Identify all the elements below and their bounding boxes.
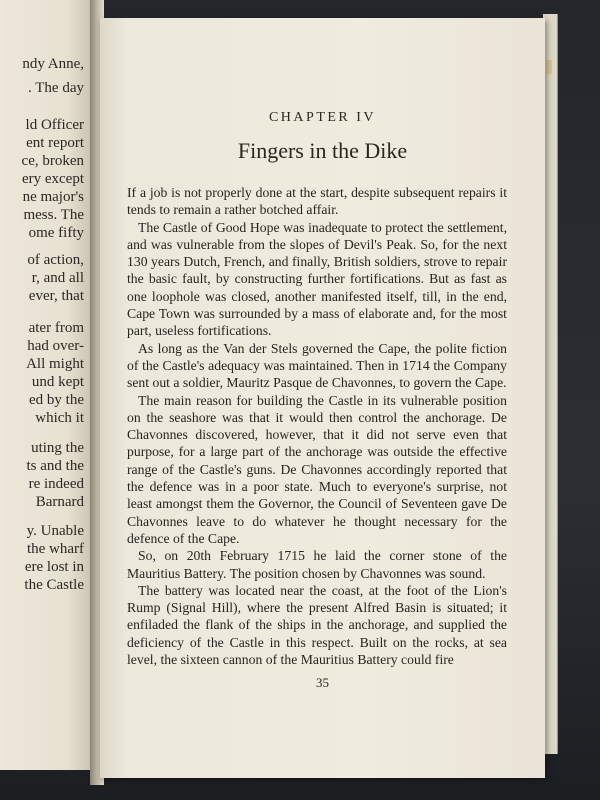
right-page bbox=[100, 18, 545, 778]
left-page-line: ne major's bbox=[22, 189, 84, 205]
left-page-line: ere lost in bbox=[24, 559, 84, 575]
paragraph: As long as the Van der Stels governed the Cape, the polite fiction of the Castle's adequacy was maintained. Then in 1714 the Company sent out a soldier, Mauritz Pasque de Chavonnes, to govern the Cape. bbox=[127, 340, 507, 391]
page-number: 35 bbox=[316, 675, 329, 690]
bookmark-tab bbox=[546, 60, 552, 74]
left-page-line: ld Officer bbox=[25, 117, 84, 133]
left-page-line: which it bbox=[35, 410, 84, 426]
paragraph: If a job is not properly done at the start, despite subsequent repairs it tends to remain a rather botched affair. bbox=[127, 185, 507, 218]
left-page-line: of action, bbox=[27, 252, 84, 268]
paragraph: The Castle of Good Hope was inadequate to protect the settlement, and was vulnerable from the slopes of Devil's Peak. So, for the next 130 years Dutch, French, and finally, British soldiers, strove to repair the basic fault, by constructing further fortifications. But as fast as one loophole was closed, another manifested itself, till, in the end, Cape Town was surrounded by a mass of elaborate and, for the most part, useless fortifications. bbox=[127, 219, 507, 339]
left-page-line: ome fifty bbox=[28, 225, 84, 241]
left-page-line: the wharf bbox=[26, 541, 84, 557]
left-page-line: ed by the bbox=[29, 392, 84, 408]
left-page bbox=[0, 0, 96, 770]
paragraph: The main reason for building the Castle in its vulnerable position on the seashore was that it would then control the anchorage. De Chavonnes discovered, however, that it did not serve even that purpose, for a large part of the anchorage was outside the effective range of the Castle's guns. De Chavonnes accordingly reported that the defence was in a poor state. Much to everyone's surprise, not least amongst them the Governor, the Council of Seventeen gave De Chavonnes leave to do whatever he thought necessary for the defence of the Cape. bbox=[127, 392, 507, 546]
left-page-line: uting the bbox=[31, 440, 84, 456]
left-page-line: mess. The bbox=[23, 207, 84, 223]
left-page-line: . The day bbox=[28, 80, 84, 96]
paragraph: So, on 20th February 1715 he laid the corner stone of the Mauritius Battery. The position chosen by Chavonnes was sound. bbox=[127, 548, 507, 581]
left-page-line: ce, broken bbox=[21, 153, 84, 169]
paragraph: The battery was located near the coast, at the foot of the Lion's Rump (Signal Hill), where the present Alfred Basin is situated; it enfiladed the flank of the ships in the anchorage, and supplied the deficiency of the Castle in this respect. Built on the rocks, at sea level, the sixteen cannon of the Mauritius Battery could fire bbox=[127, 582, 507, 668]
left-page-line: ater from bbox=[28, 320, 84, 336]
left-page-line: the Castle bbox=[24, 577, 84, 593]
left-page-line: ts and the bbox=[26, 458, 84, 474]
left-page-line: ndy Anne, bbox=[22, 56, 84, 72]
left-page-line: r, and all bbox=[31, 270, 84, 286]
left-page-line: re indeed bbox=[28, 476, 84, 492]
left-page-line: had over- bbox=[27, 338, 84, 354]
left-page-line: und kept bbox=[31, 374, 84, 390]
chapter-title: Fingers in the Dike bbox=[237, 138, 408, 163]
left-page-line: ery except bbox=[21, 171, 84, 187]
left-page-line: ever, that bbox=[28, 288, 84, 304]
page-edges bbox=[543, 14, 558, 754]
left-page-line: All might bbox=[26, 356, 84, 372]
chapter-number: CHAPTER IV bbox=[268, 110, 377, 125]
left-page-line: Barnard bbox=[35, 494, 84, 510]
chapter-body bbox=[127, 184, 507, 668]
left-page-line: y. Unable bbox=[26, 523, 84, 539]
left-page-line: ent report bbox=[26, 135, 84, 151]
